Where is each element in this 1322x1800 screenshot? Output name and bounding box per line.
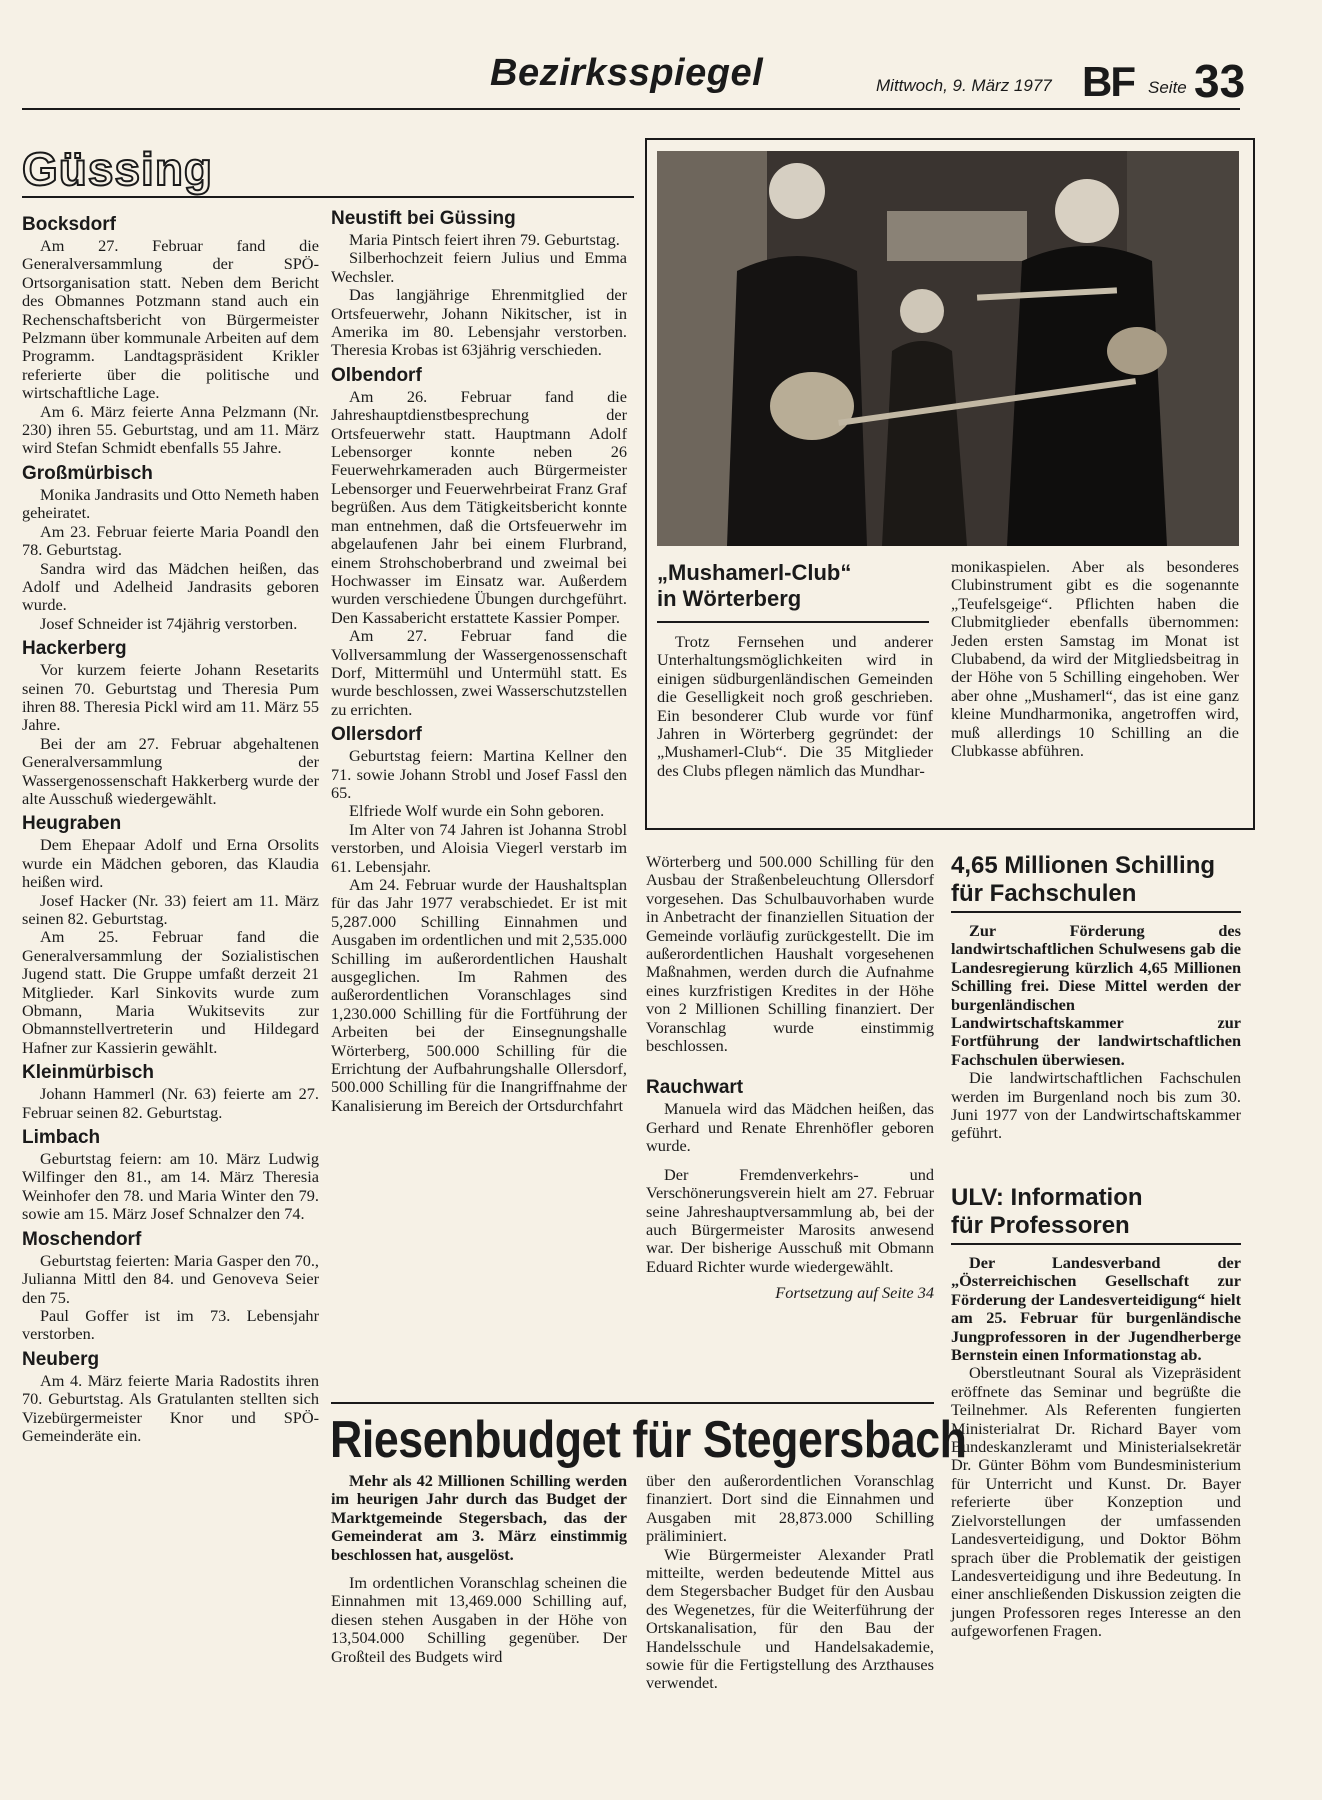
news-paragraph: Monika Jandrasits und Otto Nemeth haben geheiratet.: [22, 484, 319, 523]
header-rule: [22, 108, 1240, 110]
town-label: Güssing: [22, 143, 214, 195]
budget-body-a: Im ordentlichen Voranschlag scheinen die Einnahmen mit 13,469.000 Schilling auf, diesen stehen Ausgaben in der Höhe von 13,504.000 Schilling gegenüber. Der Großteil des Budgets wird: [331, 1573, 627, 1666]
club-text-a-para: Trotz Fernsehen und anderer Unterhaltungsmöglichkeiten wird in einigen südburgenländischen Gemeinden die Geselligkeit noch groß geschrieben. Ein besonderer Club wurde vor fünf Jahren in Wörterberg gegründet: der „Mushamerl-Club“. Die 35 Mitglieder des Clubs pflegen nämlich das Mundhar-: [657, 632, 933, 780]
page-label: Seite: [1148, 78, 1187, 97]
village-heading: Neuberg: [22, 1348, 100, 1370]
news-paragraph: Bei der am 27. Februar abgehaltenen Generalversammlung der Wassergenossenschaft Hakkerberg wurde der alte Ausschuß wiedergewählt.: [22, 733, 319, 808]
news-paragraph: Josef Schneider ist 74jährig verstorben.: [40, 613, 298, 633]
village-heading: Ollersdorf: [331, 724, 422, 746]
news-paragraph: Am 6. März feierte Anna Pelzmann (Nr. 230) ihren 55. Geburtstag, und am 11. März wird Stefan Schmidt ebenfalls 55 Jahre.: [22, 401, 319, 458]
continued-note: Fortsetzung auf Seite 34: [775, 1283, 934, 1303]
ulv-headline-line-2: für Professoren: [951, 1212, 1130, 1239]
ulv-headline-line-1: ULV: Information: [951, 1184, 1143, 1211]
fachschulen-headline-line-2: für Fachschulen: [951, 880, 1137, 907]
village-heading: Großmürbisch: [22, 462, 153, 484]
club-headline: [657, 560, 937, 612]
ulv-headline: [951, 1184, 1241, 1240]
section-title: Bezirksspiegel: [490, 52, 764, 94]
news-paragraph: Das langjährige Ehrenmitglied der Ortsfeuerwehr, Johann Nikitscher, ist in Amerika im 80. Lebensjahr verstorben. Theresia Krobas ist 63jährig verschieden.: [331, 285, 627, 360]
rauchwart-para-2: Der Fremdenverkehrs- und Verschönerungsverein hielt am 27. Februar seine Jahreshauptversammlung ab, bei der auch Bürgermeister Marosits anwesend war. Der bisherige Ausschuß mit Obmann Eduard Richter wurde wiedergewählt.: [646, 1164, 934, 1276]
budget-intro: Mehr als 42 Millionen Schilling werden im heurigen Jahr durch das Budget der Marktgemeinde Stegersbach, das der Gemeinderat am 3. März einstimmig beschlossen hat, ausgelöst.: [331, 1471, 627, 1564]
club-photo-illustration: [657, 151, 1239, 546]
news-paragraph: Am 27. Februar fand die Vollversammlung der Wassergenossenschaft Dorf, Mittermühl und Untermühl statt. Es wurde beschlossen, zwei Wasserschutzstellen zu errichten.: [331, 626, 627, 719]
ollersdorf-continued-para: Wörterberg und 500.000 Schilling für den Ausbau der Straßenbeleuchtung Ollersdorf vorgesehen. Das Schulbauvorhaben wurde in Anbetracht der finanziellen Situation der Gemeinde vorläufig zurückgestellt. Die im außerordentlichen Haushalt vorgesehenen Maßnahmen, werden durch die Aufnahme eines kurzfristigen Kredites in der Höhe von 2 Millionen Schilling finanziert. Der Voranschlag wurde einstimmig beschlossen.: [646, 852, 934, 1056]
fachschulen-body: Die landwirtschaftlichen Fachschulen werden im Burgenland noch bis zum 30. Juni 1977 von der Landwirtschaftskammer geführt.: [951, 1068, 1241, 1143]
newspaper-logo: BF: [1082, 58, 1134, 105]
news-paragraph: Vor kurzem feierte Johann Resetarits seinen 70. Geburtstag und Theresia Pum ihren 88. Theresia Pickl wird am 11. März 55 Jahre.: [22, 660, 319, 735]
news-paragraph: Paul Goffer ist im 73. Lebensjahr verstorben.: [22, 1305, 319, 1344]
club-text-a: [657, 633, 933, 780]
budget-headline: Riesenbudget für Stegersbach: [330, 1411, 967, 1469]
news-paragraph: Dem Ehepaar Adolf und Erna Orsolits wurde ein Mädchen geboren, das Klaudia heißen wird.: [22, 835, 319, 892]
column-2: [331, 208, 627, 1115]
fachschulen-headline: [951, 852, 1241, 908]
ulv-rule: [951, 1243, 1241, 1245]
village-heading: Moschendorf: [22, 1228, 142, 1250]
news-paragraph: Maria Pintsch feiert ihren 79. Geburtstag.: [349, 230, 620, 249]
club-headline-line-1: „Mushamerl-Club“: [657, 560, 852, 585]
page-number: 33: [1194, 55, 1246, 107]
club-headline-line-2: in Wörterberg: [657, 586, 802, 611]
rauchwart-heading: Rauchwart: [646, 1077, 744, 1099]
ulv-text: [951, 1254, 1241, 1641]
budget-body-b1: über den außerordentlichen Voranschlag finanziert. Dort sind die Einnahmen und Ausgaben mit 28,873.000 Schilling präliminiert.: [646, 1471, 934, 1546]
news-paragraph: Geburtstag feiern: Martina Kellner den 71. sowie Johann Strobl und Josef Fassl den 65.: [331, 746, 627, 802]
ulv-intro: Der Landesverband der „Österreichischen Gesellschaft zur Förderung der Landesverteidigung“ hielt am 25. Februar für burgenländische Jungprofessoren in der Jugendherberge Bernstein einen Informationstag ab.: [951, 1253, 1241, 1365]
issue-date: Mittwoch, 9. März 1977: [876, 76, 1052, 95]
fachschulen-text: [951, 922, 1241, 1143]
village-heading: Limbach: [22, 1127, 101, 1149]
budget-col-a: [331, 1472, 627, 1666]
club-text-b-para: monikaspielen. Aber als besonderes Clubinstrument gibt es die sogenannte „Teufelsgeige“. Pflichten haben die Clubmitglieder ebenfalls übernommen: Jeden ersten Samstag im Monat ist Clubabend, da wird der Mitgliedsbeitrag in der Höhe von 5 Schilling eingehoben. Wer aber ohne „Mushamerl“, das ist eine ganz kleine Mundharmonika, angetroffen wird, muß allerdings 10 Schilling an die Clubkasse abführen.: [951, 557, 1239, 761]
news-paragraph: Im Alter von 74 Jahren ist Johanna Strobl verstorben, und Aloisia Viegerl verstarb im 61. Lebensjahr.: [331, 819, 627, 876]
news-paragraph: Am 26. Februar fand die Jahreshauptdienstbesprechung der Ortsfeuerwehr statt. Hauptmann Adolf Lebensorger konnte neben 26 Feuerwehrkameraden auch Bürgermeister Lebensorger und Feuerwehrbeirat Franz Graf begrüßen. Aus dem Tätigkeitsbericht konnte man entnehmen, daß die Ortsfeuerwehr im abgelaufenen Jahr bei einem Flurbrand, einem Strohschoberbrand und zweimal bei Hochwasser im Einsatz war. Außerdem wurden verschiedene Übungen durchgeführt. Den Kassabericht erstattete Kassier Pomper.: [331, 386, 627, 627]
village-heading: Hackerberg: [22, 638, 127, 660]
town-rule: [22, 196, 634, 198]
news-paragraph: Josef Hacker (Nr. 33) feiert am 11. März seinen 82. Geburtstag.: [22, 890, 319, 928]
news-paragraph: Am 4. März feierte Maria Radostits ihren 70. Geburtstag. Als Gratulanten stellten sich Vizebürgermeister Knor und SPÖ-Gemeinderäte ein.: [22, 1370, 319, 1445]
column-1: [22, 214, 319, 1445]
fachschulen-intro: Zur Förderung des landwirtschaftlichen Schulwesens gab die Landesregierung kürzlich 4,65 Millionen Schilling frei. Diese Mittel werden der burgenländischen Landwirtschaftskammer zur Fortführung der landwirtschaftlichen Fachschulen überwiesen.: [951, 921, 1241, 1069]
news-paragraph: Am 27. Februar fand die Generalversammlung der SPÖ-Ortsorganisation statt. Neben dem Bericht des Obmannes Potzmann stand auch ein Rechenschaftsbericht von Bürgermeister Pelzmann über kommunale Arbeiten auf dem Programm. Landtagspräsident Krikler referierte über die politische und wirtschaftliche Lage.: [22, 236, 319, 403]
column-3-continued: [646, 853, 934, 1303]
fachschulen-headline-line-1: 4,65 Millionen Schilling: [951, 852, 1216, 879]
budget-body-b2: Wie Bürgermeister Alexander Pratl mitteilte, werden bedeutende Mittel aus dem Stegersbacher Budget für den Ausbau des Wegenetzes, für die Weiterführung der Ortskanalisation, für den Bau der Handelsschule und Handelsakademie, sowie für die Fertigstellung des Arzthauses verwendet.: [646, 1544, 934, 1693]
fachschulen-rule: [951, 911, 1241, 913]
news-paragraph: Am 25. Februar fand die Generalversammlung der Sozialistischen Jugend statt. Die Gruppe umfaßt derzeit 21 Mitglieder. Karl Sinkovits wurde zum Obmann, Maria Wukitsevits zur Obmannstellvertreterin und Hildegard Hafner zur Kassierin gewählt.: [22, 927, 319, 1057]
club-headline-rule: [657, 621, 929, 623]
budget-col-b: [646, 1472, 934, 1693]
news-paragraph: Sandra wird das Mädchen heißen, das Adolf und Adelheid Jandrasits geboren wurde.: [22, 558, 319, 615]
news-paragraph: Johann Hammerl (Nr. 63) feierte am 27. Februar seinen 82. Geburtstag.: [22, 1084, 319, 1122]
news-paragraph: Elfriede Wolf wurde ein Sohn geboren.: [349, 801, 605, 821]
news-paragraph: Am 23. Februar feierte Maria Poandl den 78. Geburtstag.: [22, 521, 319, 560]
club-photo: [657, 151, 1239, 546]
village-heading: Bocksdorf: [22, 214, 116, 235]
village-heading: Heugraben: [22, 813, 122, 835]
club-text-b: [951, 558, 1239, 760]
news-paragraph: Geburtstag feiern: am 10. März Ludwig Wilfinger den 81., am 14. März Theresia Weinhofer den 78. und Maria Winter den 79. sowie am 15. März Josef Schnalzer den 74.: [22, 1149, 319, 1224]
news-paragraph: Silberhochzeit feiern Julius und Emma Wechsler.: [331, 248, 627, 286]
village-heading: Kleinmürbisch: [22, 1062, 154, 1084]
village-heading: Olbendorf: [331, 364, 422, 386]
rauchwart-para-1: Manuela wird das Mädchen heißen, das Gerhard und Renate Ehrenhöfler geboren wurde.: [646, 1099, 934, 1156]
village-heading: Neustift bei Güssing: [331, 208, 516, 229]
news-paragraph: Geburtstag feierten: Maria Gasper den 70., Julianna Mittl den 84. und Genoveva Seier den 75.: [22, 1250, 319, 1307]
news-paragraph: Am 24. Februar wurde der Haushaltsplan für das Jahr 1977 verabschiedet. Er ist mit 5,287.000 Schilling Einnahmen und Ausgaben im ordentlichen und mit 2,535.000 Schilling im außerordentlichen Haushalt ausgeglichen. Im Rahmen des außerordentlichen Voranschlages sind 1,230.000 Schilling für die Fortführung der Arbeiten bei der Einsegnungshalle Wörterberg, 500.000 Schilling für die Errichtung der Aufbahrungshalle Ollersdorf, 500.000 Schilling für die Inangriffnahme der Kanalisierung im Bereich der Ortsdurchfahrt: [331, 875, 627, 1115]
budget-top-rule: [331, 1402, 934, 1404]
ulv-body: Oberstleutnant Soural als Vizepräsident eröffnete das Seminar und begrüßte die Teilnehmer. Als Referenten fungierten Ministerialrat Dr. Richard Bayer vom Bundeskanzleramt und Ministerialsekretär Dr. Günter Böhm vom Bundesministerium für Unterricht und Kunst. Dr. Bayer referierte über Konzeption und Zielvorstellungen der umfassenden Landesverteidigung, und Doktor Böhm sprach über die Problematik der geistigen Landesverteidigung und ihre Bedeutung. In einer anschließenden Diskussion zeigten die jungen Professoren reges Interesse an den aufgeworfenen Fragen.: [951, 1363, 1241, 1641]
